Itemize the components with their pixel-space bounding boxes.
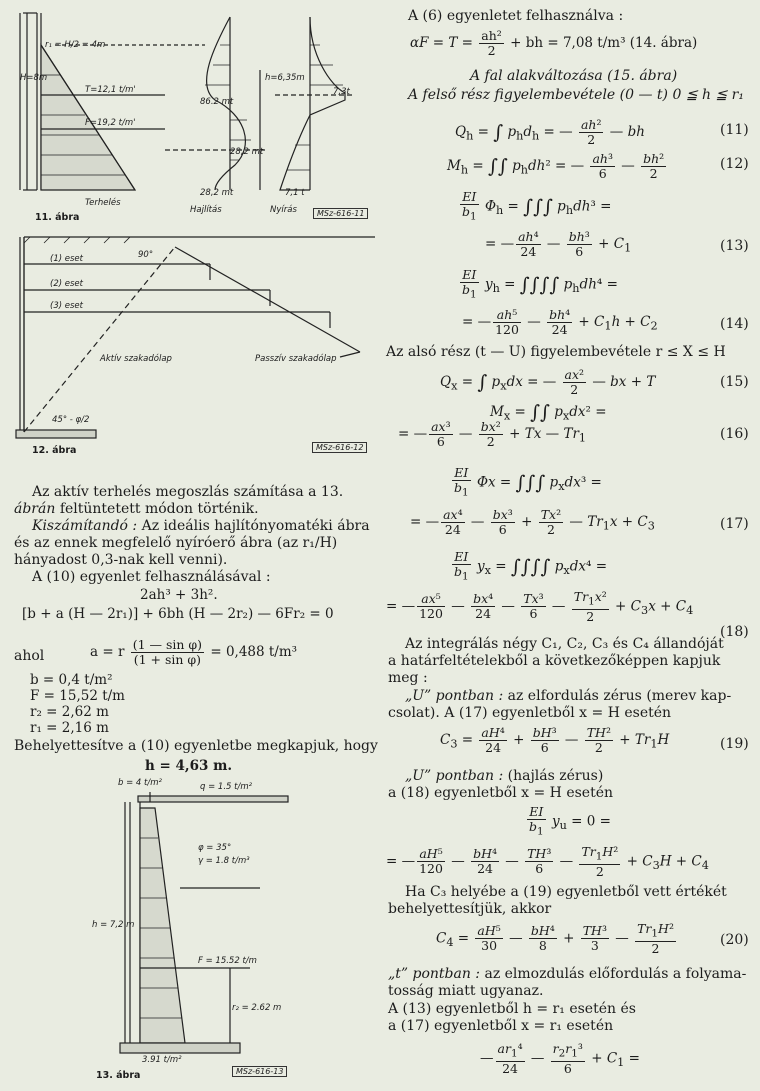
m1-label: 86.2 mt bbox=[200, 97, 234, 107]
eq-phi-result: = — $\frac{\text{ah⁴}}{24}$ — $\frac{\text{bh³}}{6}$ + $C_1$ bbox=[485, 229, 632, 259]
figure-12-caption: 12. ábra bbox=[32, 445, 77, 456]
n13: (13) bbox=[720, 238, 749, 254]
t3: a (17) egyenletből x = r₁ esetén bbox=[388, 1018, 614, 1034]
axis-terheles: Terhelés bbox=[85, 198, 121, 208]
axis-hajlitas: Hajlítás bbox=[190, 205, 222, 215]
ahol: ahol bbox=[14, 648, 45, 664]
figure-12-stamp: MSz-616-12 bbox=[312, 442, 367, 453]
p-int2: a határfeltételekből a következőképpen kapjuk bbox=[388, 653, 721, 669]
h-label: H=8m bbox=[20, 73, 48, 83]
p-int3: meg : bbox=[388, 670, 428, 686]
right-r4: A felső rész figyelembevétele (0 — t) 0 ≦ h ≦ r₁ bbox=[408, 87, 744, 103]
eq-y: $\frac{EI}{b_1}$ $y_h$ = ∫∫∫∫ $p_hdh^4$ = bbox=[462, 267, 618, 301]
gamma-label: γ = 1.8 t/m³ bbox=[198, 856, 250, 866]
eq-alphaF: αF = T = $\frac{\text{ah²}}{2}$ + bh = 7,08 t/m³ (14. ábra) bbox=[410, 28, 698, 58]
left-p1: Az aktív terhelés megoszlás számítása a 13. bbox=[32, 484, 344, 500]
h2-label: h=6,35m bbox=[265, 73, 305, 83]
angle-bottom: 45° - φ/2 bbox=[52, 415, 90, 425]
left-p3: A (10) egyenlet felhasználásával : bbox=[32, 569, 271, 585]
eq-1: 2ah³ + 3h². bbox=[140, 587, 218, 603]
eq-last: — $\frac{ar_1^4}{24}$ — $\frac{r_2r_1^3}{6}$ + $C_1$ = bbox=[480, 1041, 640, 1076]
u1b: csolat). A (17) egyenletből x = H esetén bbox=[388, 705, 672, 721]
c3b: behelyettesítjük, akkor bbox=[388, 901, 552, 917]
figure-13 bbox=[90, 778, 290, 1090]
left-p4: Behelyettesítve a (10) egyenletbe megkapjuk, hogy bbox=[14, 738, 378, 754]
active-plane: Aktív szakadólap bbox=[100, 354, 172, 364]
case-3: (3) eset bbox=[50, 301, 83, 311]
n17: (17) bbox=[720, 516, 749, 532]
t-label: T=12,1 t/m' bbox=[85, 85, 136, 95]
case-1: (1) eset bbox=[50, 254, 83, 264]
eq-mx: $M_x$ = ∫∫ $p_xdx^2$ = bbox=[490, 401, 607, 424]
p-int1: Az integrálás négy C₁, C₂, C₃ és C₄ állandóját bbox=[405, 636, 724, 652]
left-p1b: ábrán feltüntetett módon történik. bbox=[14, 501, 259, 517]
eq-qx: $Q_x$ = ∫ $p_xdx$ = — $\frac{\text{ax²}}{2}$ — bx + T bbox=[440, 367, 656, 397]
angle-90: 90° bbox=[138, 250, 154, 260]
eq-yu-result: = — $\frac{\text{aH⁵}}{120}$ — $\frac{\text{bH⁴}}{24}$ — $\frac{\text{TH³}}{6}$ — $\frac{Tr_1H^2}{2}$ + $C_3H + C_4$ bbox=[386, 844, 709, 879]
b-label: b = 4 t/m² bbox=[118, 778, 162, 788]
m2-label: 28,2 mt bbox=[230, 147, 264, 157]
t2: A (13) egyenletből h = r₁ esetén és bbox=[388, 1001, 636, 1017]
figure-13-stamp: MSz-616-13 bbox=[232, 1066, 287, 1077]
val-r1: r₁ = 2,16 m bbox=[30, 720, 109, 736]
right-lower: Az alsó rész (t — U) figyelembevétele r ≤ X ≤ H bbox=[386, 344, 726, 360]
n15: (15) bbox=[720, 374, 749, 390]
val-r2: r₂ = 2,62 m bbox=[30, 704, 109, 720]
n20: (20) bbox=[720, 932, 749, 948]
eq-phix: $\frac{EI}{b_1}$ Φx = ∫∫∫ $p_xdx^3$ = bbox=[454, 465, 602, 499]
q-label: q = 1.5 t/m² bbox=[200, 782, 253, 792]
s-label: 7,1 t bbox=[285, 188, 305, 198]
val-f: F = 15,52 t/m bbox=[30, 688, 125, 704]
eq-c3: $C_3$ = $\frac{\text{aH⁴}}{24}$ + $\frac{\text{bH³}}{6}$ — $\frac{\text{TH²}}{2}$ + $Tr_1H$ bbox=[440, 725, 670, 755]
f-label: F=19,2 t/m' bbox=[85, 118, 136, 128]
left-p2c: hányadost 0,3-nak kell venni). bbox=[14, 552, 228, 568]
right-r3: A fal alakváltozása (15. ábra) bbox=[470, 68, 678, 84]
eq-a: a = r $\frac{\text{(1 — sin φ)}}{\text{(1 + sin φ)}}$ = 0,488 t/m³ bbox=[90, 637, 298, 667]
n19: (19) bbox=[720, 736, 749, 752]
r2-label: r₂ = 2.62 m bbox=[232, 1003, 282, 1013]
c3a: Ha C₃ helyébe a (19) egyenletből vett értékét bbox=[405, 884, 727, 900]
n18: (18) bbox=[720, 624, 749, 640]
figure-13-caption: 13. ábra bbox=[96, 1070, 141, 1081]
m3-label: 28,2 mt bbox=[200, 188, 234, 198]
eq-yx-result: = — $\frac{\text{ax⁵}}{120}$ — $\frac{\text{bx⁴}}{24}$ — $\frac{\text{Tx³}}{6}$ — $\frac{Tr_1x^2}{2}$ + $C_3x + C_4$ bbox=[386, 589, 694, 624]
eq-phix-result: = — $\frac{\text{ax⁴}}{24}$ — $\frac{\text{bx³}}{6}$ + $\frac{\text{Tx²}}{2}$ — $Tr_1x + C_3$ bbox=[410, 507, 655, 537]
u2b: a (18) egyenletből x = H esetén bbox=[388, 785, 614, 801]
r1-label: r₁ = H/2 = 4m bbox=[45, 40, 106, 50]
n11: (11) bbox=[720, 122, 749, 138]
left-p2b: és az ennek megfelelő nyíróerő ábra (az r₁/H) bbox=[14, 535, 338, 551]
n12: (12) bbox=[720, 156, 749, 172]
eq-mh: $M_h$ = ∫∫ $p_hdh^2$ = — $\frac{\text{ah³}}{6}$ — $\frac{\text{bh²}}{2}$ bbox=[447, 151, 665, 181]
phi-label: φ = 35° bbox=[198, 843, 232, 853]
result: h = 4,63 m. bbox=[145, 758, 233, 774]
eq-yx: $\frac{EI}{b_1}$ $y_x$ = ∫∫∫∫ $p_xdx^4$ = bbox=[454, 549, 608, 583]
eq-mx-result: = — $\frac{\text{ax³}}{6}$ — $\frac{\text{bx²}}{2}$ + Tx — $Tr_1$ bbox=[398, 419, 587, 449]
bottom-label: 3.91 t/m² bbox=[142, 1055, 182, 1065]
f-label: F = 15.52 t/m bbox=[198, 956, 257, 966]
eq-qh: $Q_h$ = ∫ $p_hd_h$ = — $\frac{\text{ah²}}{2}$ — bh bbox=[455, 117, 645, 147]
eq-2: [b + a (H — 2r₁)] + 6bh (H — 2r₂) — 6Fr₂ = 0 bbox=[22, 606, 334, 622]
figure-11-stamp: MSz-616-11 bbox=[313, 208, 368, 219]
eq-phi: $\frac{EI}{b_1}$ $\Phi_h$ = ∫∫∫ $p_hdh^3$ = bbox=[462, 189, 612, 223]
axis-nyiras: Nyírás bbox=[270, 205, 297, 215]
eq-yu: $\frac{EI}{b_1}$ $y_u = 0$ = bbox=[529, 804, 611, 838]
figure-12 bbox=[10, 232, 375, 472]
t1b: tosság miatt ugyanaz. bbox=[388, 983, 544, 999]
u1: „U” pontban : az elfordulás zérus (merev kap- bbox=[405, 688, 732, 704]
n16: (16) bbox=[720, 426, 749, 442]
n14: (14) bbox=[720, 316, 749, 332]
t1: „t” pontban : az elmozdulás előfordulás a folyama- bbox=[388, 966, 747, 982]
h-label: h = 7,2 m bbox=[92, 920, 135, 930]
case-2: (2) eset bbox=[50, 279, 83, 289]
val-b: b = 0,4 t/m² bbox=[30, 672, 113, 688]
left-p2: Kiszámítandó : Az ideális hajlítónyomatéki ábra bbox=[32, 518, 370, 534]
figure-11 bbox=[15, 5, 385, 225]
figure-11-caption: 11. ábra bbox=[35, 212, 80, 223]
eq-c4: $C_4$ = $\frac{\text{aH⁵}}{30}$ — $\frac{\text{bH⁴}}{8}$ + $\frac{\text{TH³}}{3}$ — $\frac{Tr_1H^2}{2}$ bbox=[436, 921, 674, 956]
right-r1: A (6) egyenletet felhasználva : bbox=[408, 8, 624, 24]
passive-plane: Passzív szakadólap bbox=[255, 354, 337, 364]
v1-label: 7,3t bbox=[333, 87, 350, 97]
u2: „U” pontban : (hajlás zérus) bbox=[405, 768, 604, 784]
eq-y-result: = — $\frac{\text{ah⁵}}{120}$ — $\frac{\text{bh⁴}}{24}$ + $C_1h + C_2$ bbox=[462, 307, 658, 337]
